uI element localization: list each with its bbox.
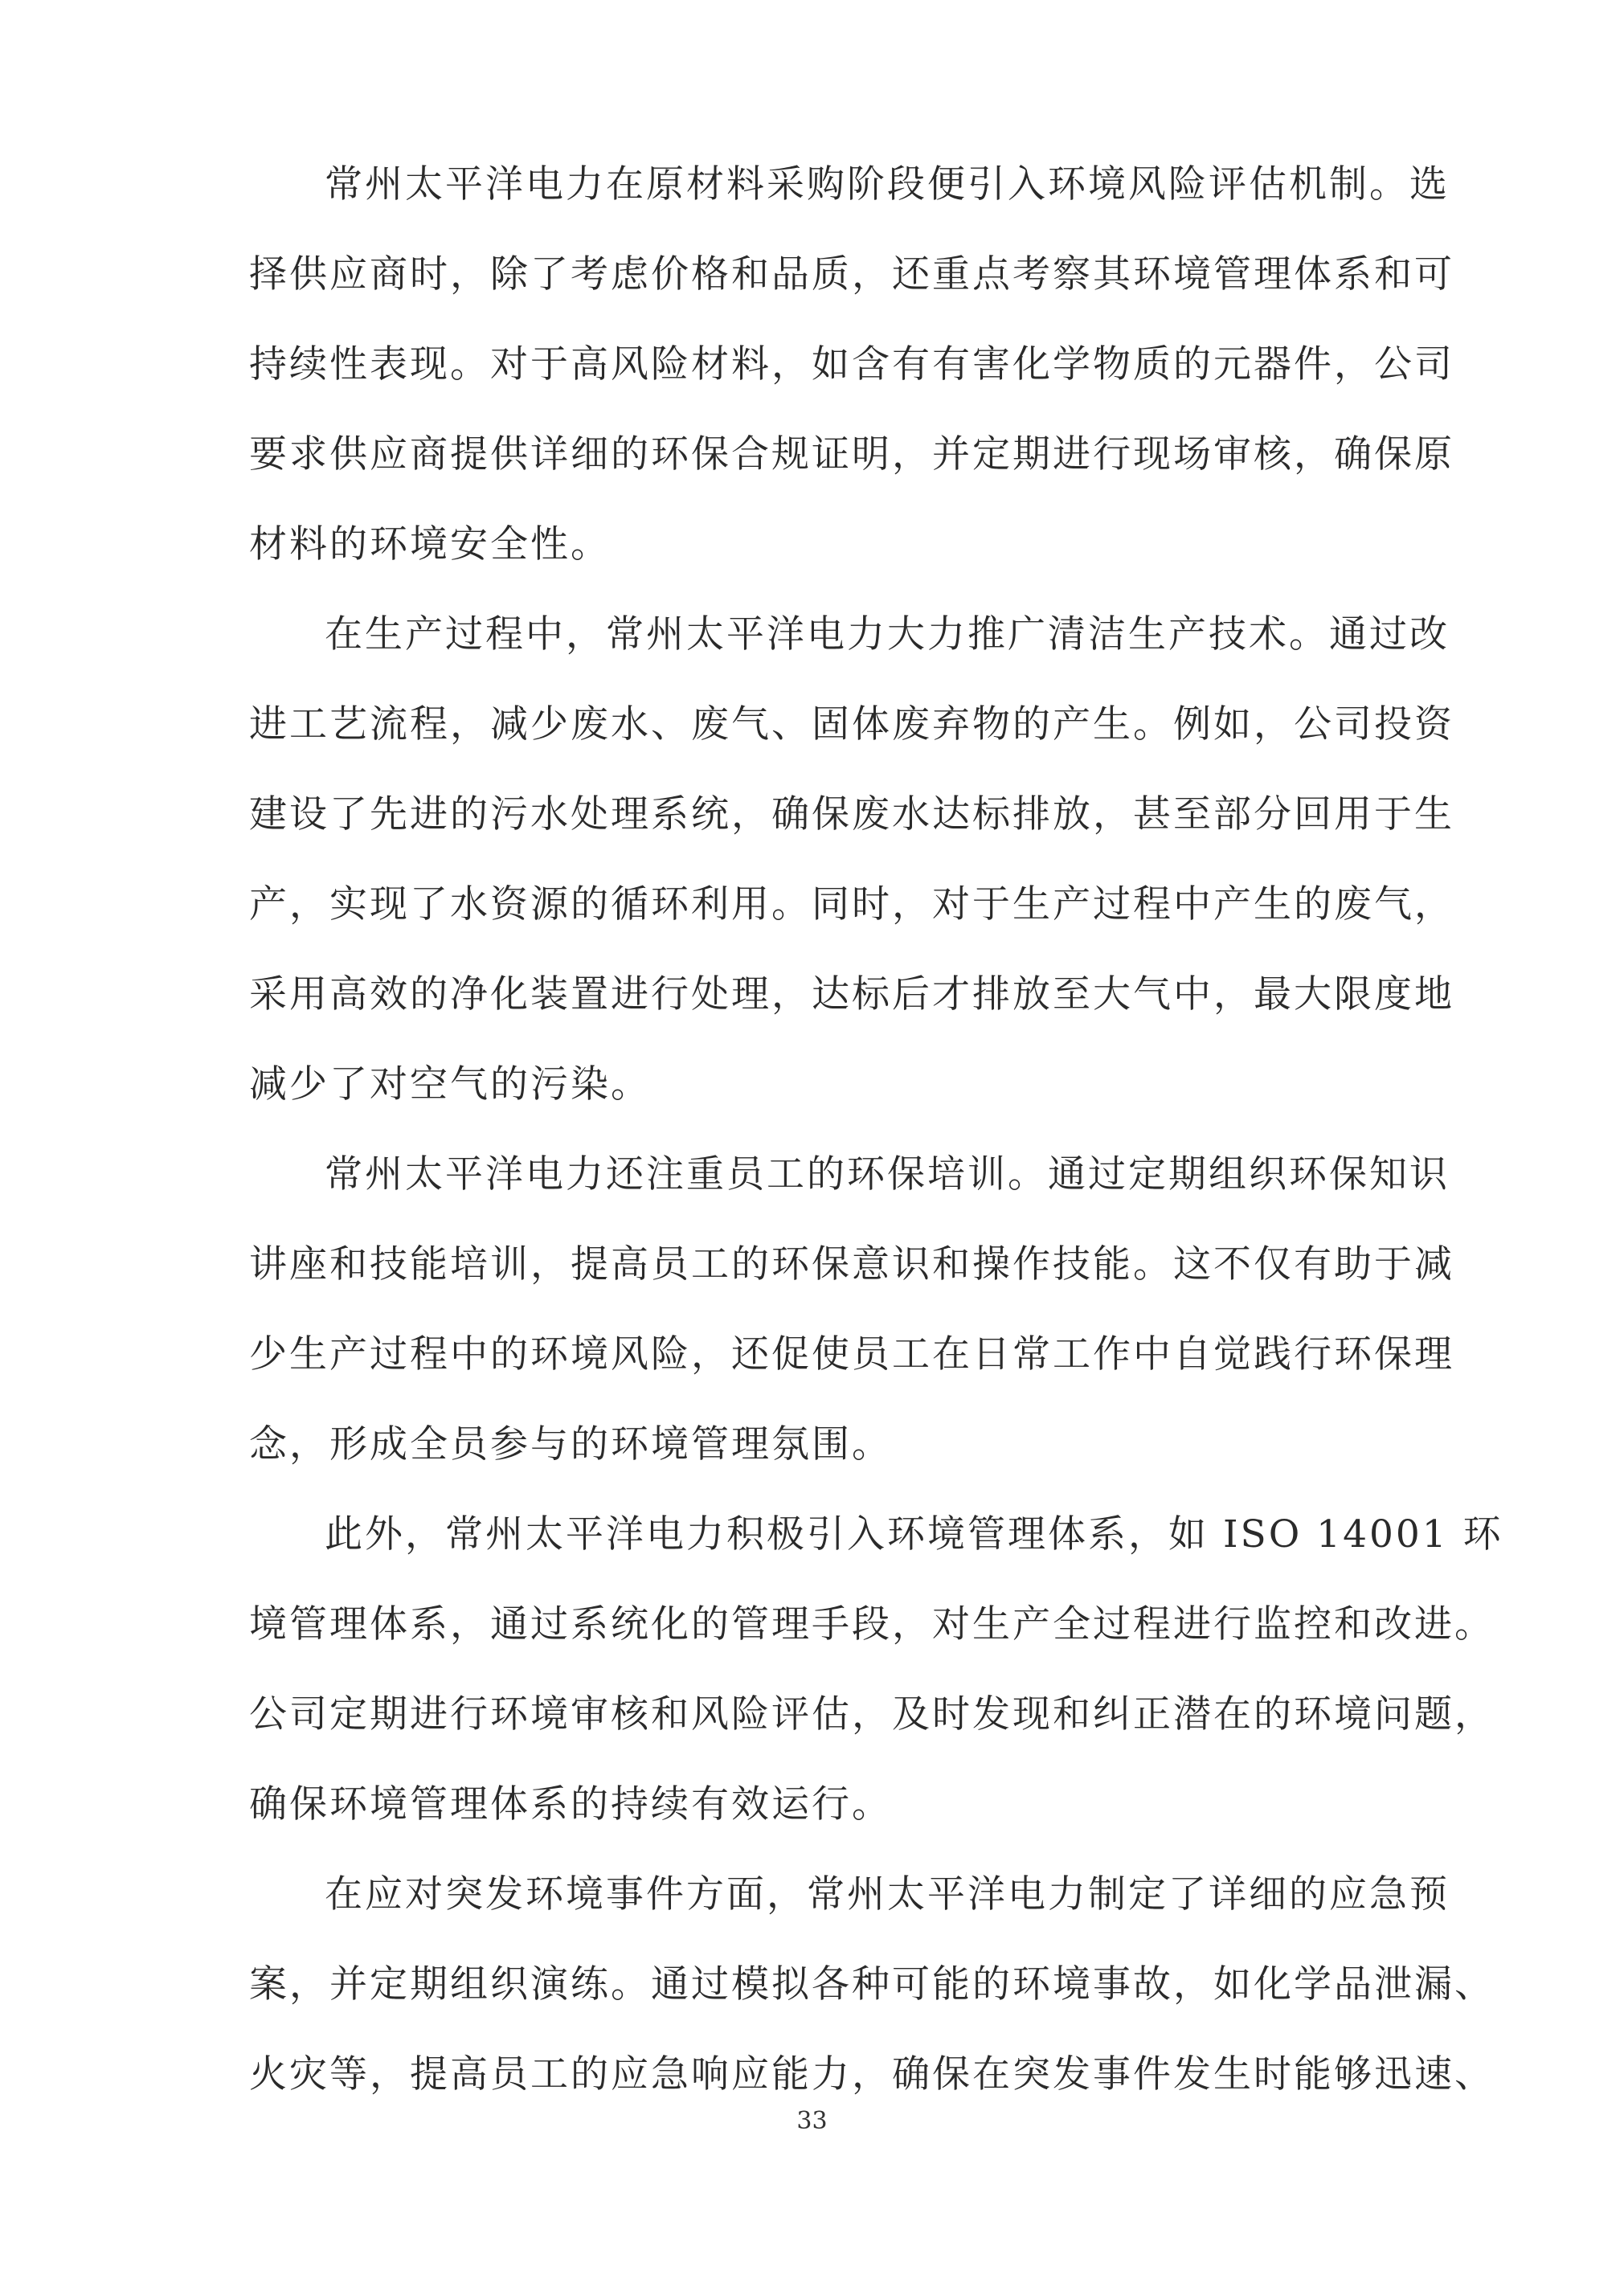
- text-line: 讲座和技能培训，提高员工的环保意识和操作技能。这不仅有助于减: [249, 1242, 1454, 1287]
- body-text: [249, 161, 1503, 2099]
- text-line: 念，形成全员参与的环境管理氛围。: [249, 1422, 892, 1467]
- text-line: 产，实现了水资源的循环利用。同时，对于生产过程中产生的废气，: [249, 882, 1454, 927]
- text-line: 境管理体系，通过系统化的管理手段，对生产全过程进行监控和改进。: [249, 1602, 1495, 1647]
- text-line: 案，并定期组织演练。通过模拟各种可能的环境事故，如化学品泄漏、: [249, 1962, 1495, 2007]
- text-line: 建设了先进的污水处理系统，确保废水达标排放，甚至部分回用于生: [249, 792, 1454, 837]
- text-line: 常州太平洋电力在原材料采购阶段便引入环境风险评估机制。选: [325, 162, 1450, 207]
- text-line: 少生产过程中的环境风险，还促使员工在日常工作中自觉践行环保理: [249, 1332, 1454, 1377]
- paragraph-iso-14001: [249, 1511, 1503, 1829]
- paragraph-clean-production: [249, 611, 1454, 1109]
- text-line: 在生产过程中，常州太平洋电力大力推广清洁生产技术。通过改: [325, 612, 1450, 657]
- text-line: 常州太平洋电力还注重员工的环保培训。通过定期组织环保知识: [325, 1152, 1450, 1197]
- text-line: 在应对突发环境事件方面，常州太平洋电力制定了详细的应急预: [325, 1872, 1450, 1917]
- text-line: 择供应商时，除了考虑价格和品质，还重点考察其环境管理体系和可: [249, 252, 1454, 297]
- text-line: 公司定期进行环境审核和风险评估，及时发现和纠正潜在的环境问题，: [249, 1692, 1495, 1737]
- text-line: 火灾等，提高员工的应急响应能力，确保在突发事件发生时能够迅速、: [249, 2052, 1495, 2097]
- paragraph-employee-training: [249, 1151, 1454, 1469]
- text-line: 进工艺流程，减少废水、废气、固体废弃物的产生。例如，公司投资: [249, 702, 1454, 747]
- text-line: 要求供应商提供详细的环保合规证明，并定期进行现场审核，确保原: [249, 432, 1454, 477]
- page-number: 33: [796, 2107, 828, 2135]
- paragraph-emergency-plan: [249, 1871, 1495, 2099]
- text-line: 持续性表现。对于高风险材料，如含有有害化学物质的元器件，公司: [249, 342, 1454, 387]
- text-line: 采用高效的净化装置进行处理，达标后才排放至大气中，最大限度地: [249, 972, 1454, 1017]
- text-line: 此外，常州太平洋电力积极引入环境管理体系，如 ISO 14001 环: [325, 1512, 1503, 1557]
- text-line: 确保环境管理体系的持续有效运行。: [249, 1782, 892, 1827]
- text-line: 减少了对空气的污染。: [249, 1062, 651, 1107]
- text-line: 材料的环境安全性。: [249, 522, 611, 567]
- paragraph-raw-material-risk: [249, 161, 1454, 569]
